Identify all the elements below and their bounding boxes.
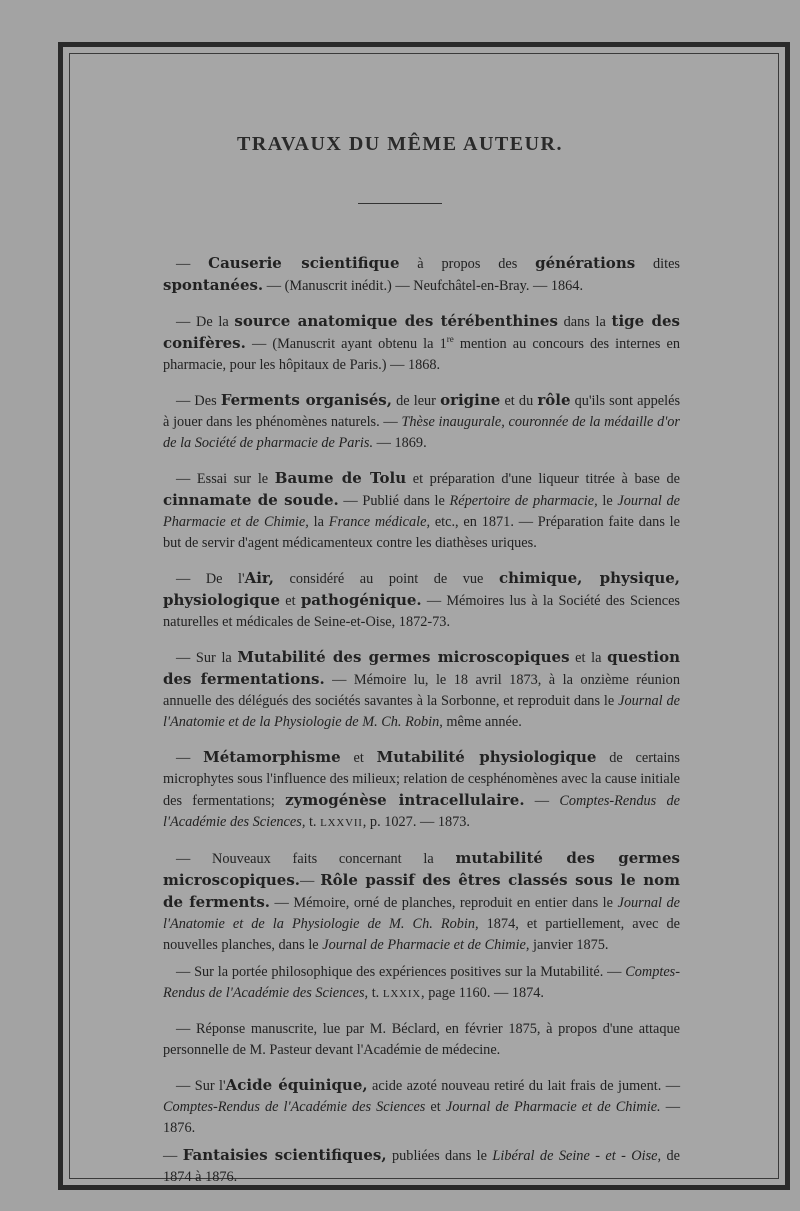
- entry-keyword: chimique, physique, physiologique: [163, 569, 680, 609]
- bibliography-entry: [163, 1075, 680, 1139]
- entry-text: —: [176, 256, 209, 272]
- entry-text: la: [308, 514, 329, 530]
- entry-text: —: [176, 750, 204, 766]
- bibliography-entry: [163, 747, 680, 834]
- entry-text: et: [340, 750, 377, 766]
- entry-text: , page 1160. — 1874.: [421, 985, 545, 1001]
- entry-text: — (Manuscrit inédit.) — Neufchâtel-en-Bray. — 1864.: [263, 278, 584, 294]
- entry-text: 1874, et partiellement, avec de nouvelles planches, dans le: [163, 916, 680, 953]
- entry-keyword: Air,: [244, 569, 274, 587]
- entry-citation: Journal de l'Anatomie et de la Physiologie de M. Ch. Robin,: [163, 895, 681, 932]
- entry-keyword: Fantaisies scientifiques,: [182, 1146, 387, 1164]
- entry-text: — De l': [176, 571, 245, 587]
- entry-text: même année.: [442, 714, 522, 730]
- entry-text: de 1874 à 1876.: [163, 1148, 680, 1185]
- page-title: TRAVAUX DU MÊME AUTEUR.: [236, 133, 563, 155]
- entry-citation: Journal de Pharmacie et de Chimie.: [445, 1099, 661, 1115]
- entry-text: t.: [368, 985, 383, 1001]
- entry-keyword: pathogénique.: [300, 591, 422, 609]
- entry-text: re: [446, 334, 454, 345]
- entry-keyword: zymogénèse intracellulaire.: [285, 791, 525, 809]
- entry-citation: France médicale,: [328, 514, 431, 530]
- entry-keyword: rôle: [537, 391, 571, 409]
- entry-text: — 1869.: [373, 435, 427, 451]
- bibliography-entry: [163, 311, 680, 376]
- entry-text: — De la: [176, 314, 235, 330]
- entry-text: de leur: [391, 393, 441, 409]
- bibliography-entry: [163, 962, 680, 1005]
- entry-text: dites: [635, 256, 680, 272]
- entry-text: — Des: [176, 393, 221, 409]
- entry-text: et: [280, 593, 301, 609]
- entry-citation: Thèse inaugurale, couronnée de la médaille d'or de la Société de pharmacie de Paris.: [163, 414, 680, 451]
- entry-text: mention au concours des internes en pharmacie, pour les hôpitaux de Paris.) — 1868.: [163, 336, 681, 373]
- bibliography-entry: [163, 848, 680, 956]
- entry-keyword: Métamorphisme: [203, 748, 341, 766]
- entry-text: LXXIX: [382, 988, 422, 1000]
- entry-text: — Nouveaux faits concernant la: [176, 851, 456, 867]
- entry-text: — Réponse manuscrite, lue par M. Béclard, en février 1875, à propos d'une attaque personnelle de M. Pasteur devant l'Académie de médecine.: [163, 1021, 680, 1058]
- entry-text: — Sur l': [176, 1078, 226, 1094]
- entry-text: publiées dans le: [386, 1148, 493, 1164]
- bibliography-entry: [163, 647, 680, 733]
- entry-keyword: Causerie scientifique: [208, 254, 400, 272]
- entry-keyword: Mutabilité des germes microscopiques: [237, 648, 570, 666]
- entry-keyword: tige des conifères.: [163, 312, 680, 352]
- entry-text: qu'ils sont appelés à jouer dans les phénomènes naturels. —: [163, 393, 681, 430]
- entry-text: — Publié dans le: [338, 493, 450, 509]
- entry-text: et la: [569, 650, 608, 666]
- entry-text: —: [163, 1148, 183, 1164]
- entry-keyword: origine: [440, 391, 501, 409]
- entry-citation: Journal de Pharmacie et de Chimie,: [322, 937, 530, 953]
- entry-citation: Journal de l'Anatomie et de la Physiologie de M. Ch. Robin,: [163, 693, 680, 730]
- entry-text: et préparation d'une liqueur titrée à base de: [406, 471, 680, 487]
- entry-text: etc., en 1871. — Préparation faite dans le but de servir d'agent médicamenteux contre les diathèses uriques.: [163, 514, 681, 551]
- bibliography-entry: [163, 568, 680, 633]
- bibliography-entry: [163, 468, 680, 554]
- entry-text: LXXVII: [320, 817, 363, 829]
- entry-text: — Mémoires lus à la Société des Sciences naturelles et médicales de Seine-et-Oise, 1872-73.: [163, 593, 680, 630]
- entry-text: de certains microphytes sous l'influence des milieux; relation de cesphénomènes avec la cause initiale des fermentations;: [163, 750, 680, 809]
- bibliography-entry: [163, 253, 680, 297]
- entry-text: — (Manuscrit ayant obtenu la 1: [245, 336, 447, 352]
- entry-text: — Sur la: [176, 650, 238, 666]
- entry-citation: Comptes-Rendus de l'Académie des Sciences,: [163, 793, 680, 830]
- entry-text: considéré au point de vue: [273, 571, 499, 587]
- entry-citation: Comptes-Rendus de l'Académie des Sciences: [163, 1099, 426, 1115]
- entry-text: janvier 1875.: [529, 937, 609, 953]
- entry-keyword: générations: [535, 254, 636, 272]
- entry-keyword: Baume de Tolu: [274, 469, 407, 487]
- entry-keyword: Rôle passif des êtres classés sous le nom de ferments.: [163, 871, 680, 911]
- entry-citation: Libéral de Seine - et - Oise,: [492, 1148, 662, 1164]
- entry-citation: Répertoire de pharmacie,: [449, 493, 598, 509]
- entry-keyword: mutabilité des germes microscopiques.: [163, 849, 680, 889]
- entry-keyword: question des fermentations.: [163, 648, 681, 688]
- entry-keyword: Ferments organisés,: [220, 391, 392, 409]
- entry-text: — 1876.: [163, 1099, 680, 1136]
- bibliography-entry: [163, 1019, 680, 1061]
- entry-text: , p. 1027. — 1873.: [362, 814, 471, 830]
- entry-text: et du: [500, 393, 538, 409]
- entry-text: dans la: [557, 314, 612, 330]
- entry-text: — Mémoire lu, le 18 avril 1873, à la onzième réunion annuelle des délégués des sociétés savantes à la Sorbonne, et reproduit dans le: [163, 672, 680, 709]
- entry-keyword: Mutabilité physiologique: [376, 748, 597, 766]
- entry-keyword: spontanées.: [163, 276, 264, 294]
- entry-text: t.: [305, 814, 321, 830]
- entry-text: — Mémoire, orné de planches, reproduit en entier dans le: [270, 895, 618, 911]
- entry-keyword: Acide équinique,: [225, 1076, 368, 1094]
- entry-text: —: [524, 793, 560, 809]
- entry-text: — Sur la portée philosophique des expériences positives sur la Mutabilité. —: [176, 964, 626, 980]
- entry-text: — Essai sur le: [176, 471, 275, 487]
- entry-text: et: [425, 1099, 446, 1115]
- entry-text: —: [300, 873, 321, 889]
- entry-text: le: [597, 493, 618, 509]
- bibliography-entry: [163, 390, 680, 454]
- entry-text: à propos des: [399, 256, 536, 272]
- bibliography-entry: [163, 1145, 680, 1188]
- entry-citation: Journal de Pharmacie et de Chimie,: [163, 493, 681, 530]
- entry-keyword: source anatomique des térébenthines: [234, 312, 558, 330]
- entry-text: acide azoté nouveau retiré du lait frais de jument. —: [367, 1078, 681, 1094]
- entry-citation: Comptes-Rendus de l'Académie des Sciences,: [163, 964, 680, 1001]
- bibliography-list: [163, 253, 680, 1202]
- title-rule: [358, 203, 442, 204]
- entry-keyword: cinnamate de soude.: [163, 491, 339, 509]
